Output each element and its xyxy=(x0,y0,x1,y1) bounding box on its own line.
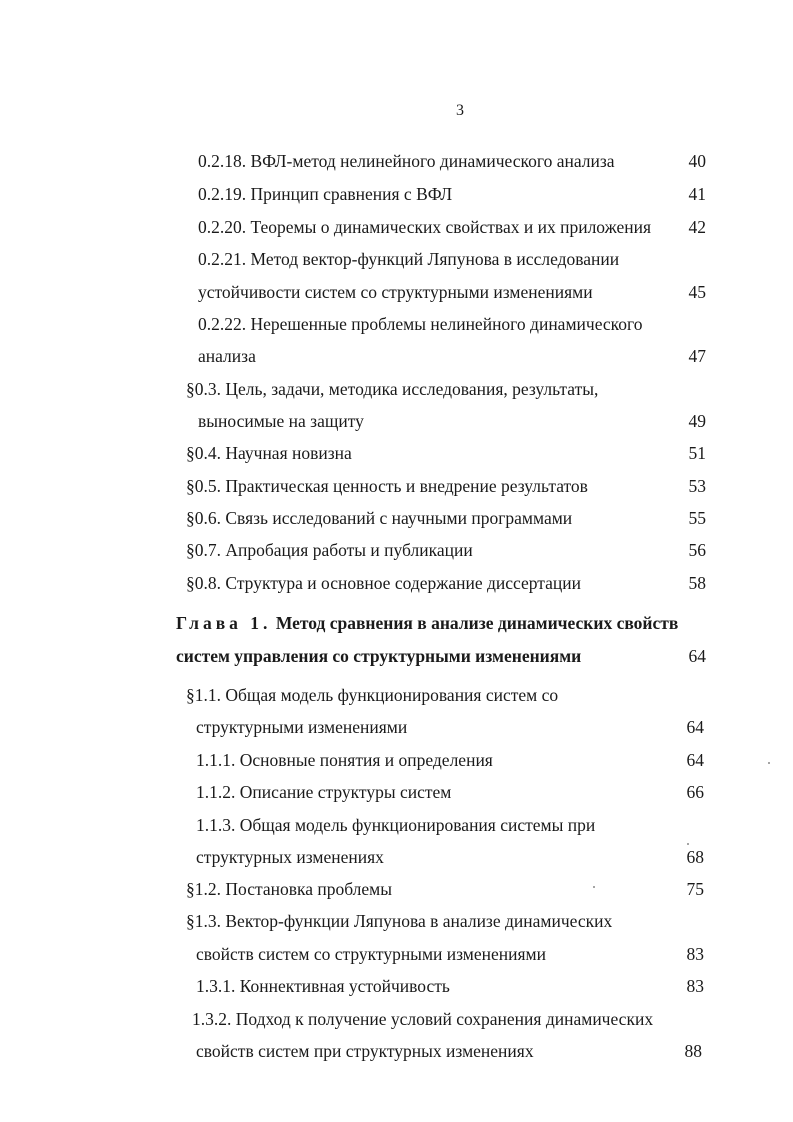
toc-entry-page: 75 xyxy=(686,879,704,899)
toc-entry-page: 51 xyxy=(688,443,706,463)
scan-speck xyxy=(593,886,595,888)
toc-entry-page: 49 xyxy=(688,411,706,431)
toc-entry-text: 0.2.22. Нерешенные проблемы нелинейного динамического xyxy=(198,314,643,334)
toc-entry-text: §0.3. Цель, задачи, методика исследования, результаты, xyxy=(186,379,599,399)
toc-entry-page: 41 xyxy=(688,184,706,204)
toc-entry-text: 1.3.2. Подход к получение условий сохранения динамических xyxy=(192,1009,654,1029)
chapter-page: 64 xyxy=(688,646,706,666)
toc-entry-page: 40 xyxy=(688,151,706,171)
chapter-title-line1: Метод сравнения в анализе динамических свойств xyxy=(275,613,679,633)
toc-entry-page: 56 xyxy=(688,540,706,560)
toc-entry-text: 1.1.3. Общая модель функционирования системы при xyxy=(196,815,596,835)
toc-entry-text: §0.5. Практическая ценность и внедрение результатов xyxy=(186,476,588,496)
toc-entry-text: свойств систем при структурных изменениях xyxy=(196,1041,534,1061)
toc-entry-text: 0.2.20. Теоремы о динамических свойствах и их приложения xyxy=(198,217,652,237)
toc-entry-text: 1.1.1. Основные понятия и определения xyxy=(196,750,493,770)
toc-entry-page: 83 xyxy=(686,976,704,996)
toc-entry-text: §1.2. Постановка проблемы xyxy=(186,879,393,899)
toc-entry-page: 64 xyxy=(686,717,704,737)
toc-entry-page: 58 xyxy=(688,573,706,593)
toc-entry-page: 42 xyxy=(688,217,706,237)
toc-entry-text: устойчивости систем со структурными изменениями xyxy=(198,282,593,302)
chapter-title-line2: систем управления со структурными изменениями xyxy=(176,646,582,666)
toc-entry-page: 88 xyxy=(684,1041,702,1061)
toc-entry-text: §0.7. Апробация работы и публикации xyxy=(186,540,473,560)
toc-entry-page: 53 xyxy=(688,476,706,496)
chapter-label: Глава 1. xyxy=(176,613,272,633)
toc-entry-page: 83 xyxy=(686,944,704,964)
toc-entry-text: §1.1. Общая модель функционирования систем со xyxy=(186,685,559,705)
toc-entry-text: анализа xyxy=(198,346,256,366)
toc-entry-text: выносимые на защиту xyxy=(198,411,364,431)
chapter-heading-line1 xyxy=(176,612,678,634)
toc-entry-text: свойств систем со структурными изменениями xyxy=(196,944,546,964)
toc-entry-text: 1.1.2. Описание структуры систем xyxy=(196,782,452,802)
toc-entry-page: 68 xyxy=(686,847,704,867)
toc-entry-text: 0.2.18. ВФЛ-метод нелинейного динамического анализа xyxy=(198,151,615,171)
toc-entry-page: 45 xyxy=(688,282,706,302)
toc-entry-text: 1.3.1. Коннективная устойчивость xyxy=(196,976,450,996)
toc-entry-text: §0.6. Связь исследований с научными программами xyxy=(186,508,573,528)
toc-entry-page: 66 xyxy=(686,782,704,802)
toc-entry-page: 55 xyxy=(688,508,706,528)
toc-entry-text: структурными изменениями xyxy=(196,717,408,737)
scan-speck xyxy=(687,843,689,845)
toc-entry-text: §0.4. Научная новизна xyxy=(186,443,352,463)
toc-entry-text: структурных изменениях xyxy=(196,847,384,867)
scan-speck xyxy=(768,762,770,764)
toc-entry-page: 47 xyxy=(688,346,706,366)
page-number: 3 xyxy=(456,102,464,119)
toc-entry-text: 0.2.21. Метод вектор-функций Ляпунова в исследовании xyxy=(198,249,620,269)
toc-entry-text: §1.3. Вектор-функции Ляпунова в анализе динамических xyxy=(186,911,613,931)
toc-entry-text: §0.8. Структура и основное содержание диссертации xyxy=(186,573,582,593)
toc-entry-page: 64 xyxy=(686,750,704,770)
toc-entry-text: 0.2.19. Принцип сравнения с ВФЛ xyxy=(198,184,453,204)
